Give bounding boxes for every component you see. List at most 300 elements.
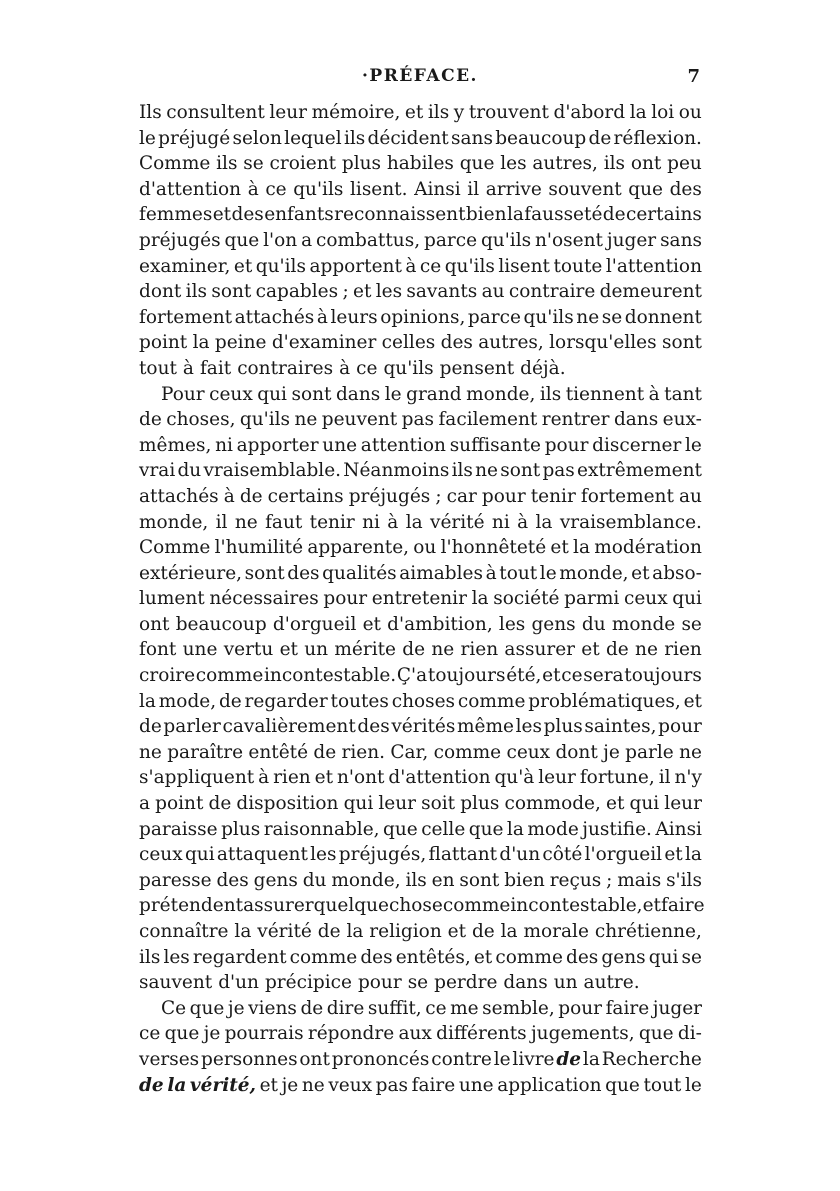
word: celle (421, 818, 466, 840)
word: loi (651, 102, 675, 123)
word: assurer (504, 639, 575, 661)
text-line (139, 305, 702, 331)
word: la (471, 588, 489, 610)
word: ne (576, 306, 600, 328)
word: au (678, 485, 702, 507)
word: des (357, 716, 390, 738)
text-line (139, 382, 702, 408)
word: Comme (139, 537, 211, 559)
word: de (139, 1074, 164, 1096)
word: les (163, 946, 190, 968)
word: à (258, 767, 270, 789)
word: perdre (434, 972, 498, 994)
word: point (155, 793, 204, 815)
word: comme (433, 741, 502, 763)
word: ne (234, 511, 258, 533)
text-line (139, 356, 702, 382)
word: Recherche (601, 1048, 702, 1070)
word: les (515, 716, 542, 738)
word: rien (664, 639, 702, 661)
word: sont (459, 869, 500, 891)
word: tout (643, 1074, 682, 1096)
word: et (550, 537, 569, 559)
word: femmes (139, 204, 213, 226)
word: vérité (430, 511, 485, 533)
word: du (302, 869, 327, 891)
word: incontestable. (264, 665, 397, 687)
word: mode (527, 818, 579, 840)
word: grand (406, 383, 462, 405)
word: suffisante (449, 434, 541, 456)
word: des (287, 562, 320, 584)
word: qui (343, 793, 374, 815)
word: me (450, 997, 479, 1019)
word: y (453, 102, 465, 123)
word: croire (139, 665, 196, 687)
word: fortement (139, 306, 233, 328)
word: dans (503, 972, 548, 994)
word: lequel (284, 127, 342, 149)
word: et (473, 946, 493, 968)
word: le (493, 1048, 511, 1070)
word: je (281, 1074, 299, 1096)
word: ou (678, 102, 702, 123)
text-line (139, 458, 702, 484)
word: des (231, 204, 264, 226)
word: beaucoup (175, 613, 267, 635)
text-line (139, 612, 702, 638)
word: bien (504, 869, 545, 891)
text-line (139, 202, 702, 228)
word: des (669, 178, 702, 200)
word: la (139, 690, 156, 712)
word: Ainsi (414, 178, 461, 200)
word: de (402, 639, 426, 661)
word: de (239, 485, 263, 507)
word: il (658, 767, 671, 789)
text-line (139, 893, 705, 919)
word: et (542, 665, 561, 687)
word: discerner (592, 434, 682, 456)
word: pour (323, 588, 368, 610)
word: et (362, 613, 381, 635)
word: dans (613, 409, 659, 431)
word: dont (139, 281, 182, 303)
word: monde, (559, 562, 629, 584)
word: ceux (623, 588, 668, 610)
word: ou (413, 537, 437, 559)
word: autre. (583, 972, 640, 994)
word: livre (512, 1048, 555, 1070)
word: entêtés, (395, 946, 471, 968)
word: je (203, 1023, 221, 1045)
text-line (139, 126, 702, 152)
word: d'un (218, 972, 259, 994)
word: ce (139, 1023, 161, 1045)
word: pensent (439, 357, 515, 379)
word: plus (221, 818, 261, 840)
word: religion (369, 921, 442, 942)
word: et (606, 793, 625, 815)
word: dire (326, 997, 365, 1019)
word: certains (267, 485, 344, 507)
word: et (664, 844, 683, 866)
word: faut (265, 511, 303, 533)
word: tenir (309, 511, 355, 533)
word: dans (335, 383, 381, 405)
word: déjà. (520, 357, 566, 379)
word: pas (375, 1074, 409, 1096)
word: Comme (139, 153, 211, 175)
word: raisonnable, (263, 818, 380, 840)
word: croient (269, 153, 337, 175)
word: réflexion. (613, 127, 702, 149)
word: ont (630, 153, 662, 175)
word: faire (660, 895, 705, 917)
word: Ainsi (655, 818, 702, 840)
word: sont (500, 460, 541, 482)
word: ceux (139, 844, 183, 866)
word: de (139, 716, 162, 738)
text-line (139, 663, 702, 689)
word: ni (491, 511, 510, 533)
word: pour (658, 716, 702, 738)
word: opinions, (380, 306, 466, 328)
word: un (553, 972, 578, 994)
word: Car, (390, 741, 429, 763)
word: cavalièrement (222, 716, 356, 738)
word: ne (679, 741, 702, 763)
word: gens (601, 946, 646, 968)
word: les (310, 844, 337, 866)
word: ne (294, 409, 318, 431)
word: prononcés (331, 1048, 430, 1070)
word: l'humilité (214, 537, 304, 559)
word: capables (255, 281, 339, 303)
word: tout (139, 357, 177, 379)
word: à (247, 178, 259, 200)
word: le (685, 434, 702, 456)
word: sans (660, 229, 702, 251)
word: fait (199, 357, 232, 379)
word: le (684, 1074, 702, 1096)
word: comme (495, 946, 563, 968)
word: monde, (331, 869, 401, 891)
text-line (139, 689, 702, 715)
word: saintes, (584, 716, 657, 738)
text-line (139, 484, 702, 510)
word: pour (558, 997, 603, 1019)
word: combattus, (316, 229, 421, 251)
word: rien (273, 767, 311, 789)
word: vérité (257, 921, 312, 942)
word: disposition (236, 793, 339, 815)
word: leur (269, 102, 307, 123)
word: qu'ils (523, 306, 574, 328)
text-line (139, 765, 702, 791)
word: nécessaires (209, 588, 319, 610)
text-line (139, 970, 702, 996)
word: savants (406, 281, 478, 303)
word: toujours (624, 665, 702, 687)
word: une (458, 1074, 494, 1096)
text-line (139, 868, 702, 894)
word: ; (606, 869, 613, 891)
text-line (139, 407, 702, 433)
word: mais (617, 869, 662, 891)
word: extrêmement (577, 460, 702, 482)
word: parle (625, 741, 674, 763)
text-line (139, 586, 702, 612)
word: l'attention (605, 255, 702, 277)
word: trouvent (468, 102, 549, 123)
word: eux- (662, 409, 702, 431)
word: ; (342, 281, 349, 303)
word: contre (431, 1048, 492, 1070)
word: que (628, 178, 663, 200)
word: parler (163, 716, 221, 738)
word: choses, (166, 409, 236, 431)
word: que (468, 818, 504, 840)
text-line (139, 1021, 702, 1047)
word: se (601, 306, 623, 328)
word: soit (421, 793, 456, 815)
word: les (500, 153, 527, 175)
text-line (139, 100, 702, 126)
word: ceux (506, 741, 551, 763)
word: lument (139, 588, 205, 610)
word: et (404, 102, 424, 123)
word: un (304, 639, 329, 661)
word: point (139, 332, 188, 354)
word: ne (431, 639, 455, 661)
word: apportent (309, 255, 402, 277)
word: du (177, 460, 202, 482)
word: Ç'a (396, 665, 428, 687)
word: toute (553, 255, 603, 277)
word: de (313, 741, 337, 763)
word: apparente, (307, 537, 410, 559)
word: qui (648, 946, 679, 968)
word: a (139, 793, 151, 815)
word: société (493, 588, 560, 610)
word: vertu (223, 639, 274, 661)
word: monde, (139, 511, 209, 533)
word: préjugés, (338, 844, 427, 866)
word: celles (381, 332, 436, 354)
word: pour (481, 485, 526, 507)
word: qu'ils (239, 409, 291, 431)
word: mode, (158, 690, 217, 712)
word: préjugés (139, 229, 221, 251)
word: ni (362, 511, 380, 533)
word: précipice (264, 972, 352, 994)
word: de (602, 204, 626, 226)
word: verses (139, 1048, 200, 1070)
word: pour (544, 434, 589, 456)
word: mémoire, (311, 102, 401, 123)
word: ce (419, 255, 442, 277)
word: de (605, 639, 629, 661)
word: Néanmoins (343, 460, 450, 482)
word: d'attention (388, 767, 491, 789)
word: se (243, 153, 264, 175)
word: la (685, 844, 702, 866)
text-line (139, 996, 702, 1022)
word: fortement (580, 485, 674, 507)
word: et (447, 921, 467, 942)
word: extérieure, (139, 562, 243, 584)
word: justifie. (582, 818, 652, 840)
word: apporter (236, 434, 319, 456)
word: aimables (399, 562, 484, 584)
text-line (139, 817, 702, 843)
word: leur (378, 793, 416, 815)
word: qui (672, 588, 702, 610)
word: comme (442, 895, 511, 917)
word: d'attention (139, 178, 242, 200)
word: les (375, 281, 403, 303)
word: attention (360, 434, 446, 456)
word: ils (216, 153, 238, 175)
word: demeurent (599, 281, 702, 303)
text-line (139, 791, 702, 817)
word: que (164, 1023, 200, 1045)
word: commode, (504, 793, 601, 815)
word: comme (195, 665, 264, 687)
word: le (539, 562, 557, 584)
word: lisent (498, 255, 550, 277)
word: arrive (485, 178, 542, 200)
word: juger (606, 229, 657, 251)
word: reconnaissent (334, 204, 466, 226)
word: sont (244, 562, 285, 584)
word: rentrer (541, 409, 610, 431)
word: rien. (341, 741, 386, 763)
word: qu'à (494, 767, 535, 789)
word: d'orgueil (272, 613, 357, 635)
word: sont (661, 332, 702, 354)
word: la (506, 204, 524, 226)
word: peuvent (321, 409, 398, 431)
word: ceux (209, 383, 253, 405)
word: la (506, 818, 524, 840)
word: qui (629, 793, 660, 815)
word: de (317, 921, 341, 942)
word: je (227, 997, 245, 1019)
word: ne (139, 741, 162, 763)
word: semble, (482, 997, 555, 1019)
word: n'ont (336, 767, 385, 789)
word: mérite (334, 639, 396, 661)
word: attaquent (216, 844, 308, 866)
word: paresse (139, 869, 212, 891)
word: des (216, 869, 249, 891)
word: paraître (167, 741, 244, 763)
word: et (212, 204, 232, 226)
word: qu'ils (383, 357, 434, 379)
word: entêté (248, 741, 309, 763)
word: la (629, 102, 647, 123)
word: examiner, (139, 255, 231, 277)
word: qu'ils (480, 229, 532, 251)
word: facilement (438, 409, 538, 431)
word: et (683, 690, 702, 712)
word: ont (139, 613, 170, 635)
word: ce (561, 665, 583, 687)
word: vraisemblable. (203, 460, 342, 482)
word: ils (427, 102, 450, 123)
word: pour (357, 972, 402, 994)
word: souvent (548, 178, 622, 200)
word: gens (253, 869, 298, 891)
word: selon (232, 127, 282, 149)
word: à (485, 562, 497, 584)
word: qui (184, 844, 215, 866)
word: leur (664, 793, 702, 815)
word: tiennent (565, 383, 645, 405)
word: et (279, 639, 298, 661)
word: la (535, 511, 553, 533)
word: qu'ils (255, 255, 306, 277)
word: faire (411, 1074, 456, 1096)
word: autres, (478, 332, 544, 354)
word: lisent. (349, 178, 408, 200)
page-number: 7 (687, 66, 700, 87)
word: donnent (624, 306, 702, 328)
word: paraisse (139, 818, 218, 840)
word: aux (398, 1023, 432, 1045)
word: des (440, 332, 473, 354)
word: en (431, 869, 455, 891)
word: à (387, 511, 399, 533)
word: préjugés (348, 485, 431, 507)
word: personnes (201, 1048, 298, 1070)
word: se (681, 613, 702, 635)
word: chose (388, 895, 443, 917)
word: consultent (166, 102, 265, 123)
word: regarder (244, 690, 328, 712)
text-line (139, 637, 702, 663)
word: ils (139, 946, 161, 968)
word: ils (603, 153, 626, 175)
word: et (233, 255, 253, 277)
word: vraisemblance. (559, 511, 702, 533)
word: habiles (386, 153, 454, 175)
word: monde (611, 613, 676, 635)
word: autres, (532, 153, 598, 175)
text-line (139, 945, 702, 971)
word: de (208, 793, 232, 815)
word: et (631, 562, 650, 584)
word: à (339, 357, 351, 379)
text-line (139, 177, 702, 203)
word: tout (499, 562, 538, 584)
word: et (353, 281, 372, 303)
word: que (189, 997, 225, 1019)
word: sera (583, 665, 624, 687)
word: d'examiner (271, 332, 377, 354)
word: l'orgueil (584, 844, 663, 866)
word: modération (594, 537, 702, 559)
word: a (301, 229, 313, 251)
word: s'ils (666, 869, 702, 891)
word: et (259, 1074, 278, 1096)
text-line (139, 1047, 702, 1073)
word: problématiques, (528, 690, 681, 712)
word: d'abord (553, 102, 626, 123)
word: répondre (307, 1023, 395, 1045)
